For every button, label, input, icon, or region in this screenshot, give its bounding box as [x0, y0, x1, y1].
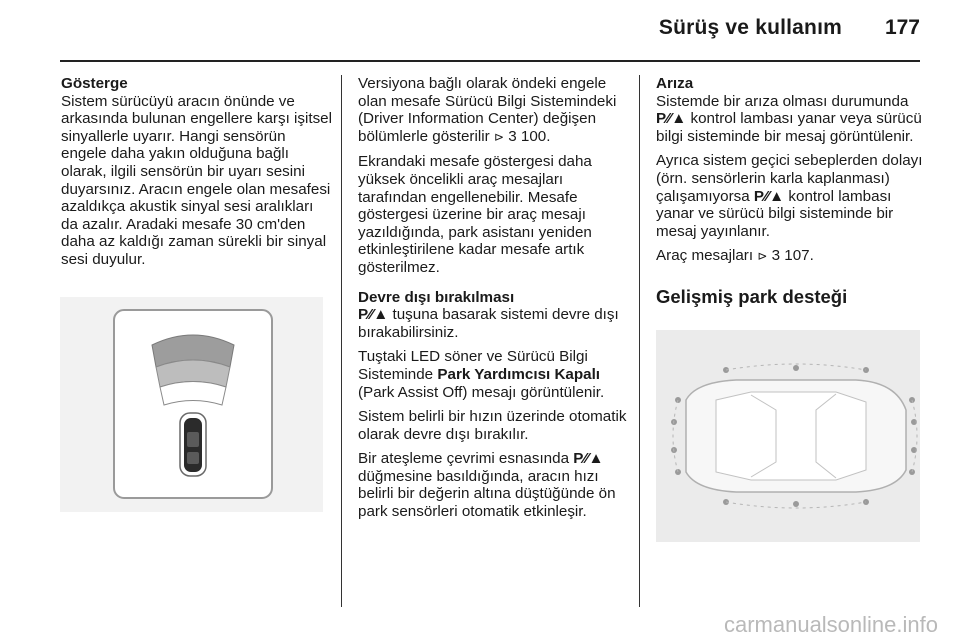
car-top-view-svg — [656, 330, 920, 542]
distance-display-svg — [60, 297, 323, 512]
watermark: carmanualsonline.info — [723, 612, 938, 637]
page-header — [0, 0, 960, 60]
gosterge-heading: Gösterge — [61, 75, 128, 92]
col2-paragraph-5: Sistem belirli bir hızın üzerinde otomatik olarak devre dışı bırakılır. — [358, 408, 627, 443]
column-3 — [656, 75, 928, 320]
page-title: Sürüş ve kullanım — [658, 16, 842, 39]
reference-arrow-icon: ⊳ — [493, 129, 504, 144]
column-divider-1 — [341, 75, 342, 607]
column-divider-2 — [639, 75, 640, 607]
col2-paragraph-3: P⁄⁄▲ tuşuna basarak sistemi devre dışı bırakabilirsiniz. — [358, 306, 619, 341]
gosterge-body: Sistem sürücüyü aracın önünde ve arkasında bulunan engellere karşı işitsel sinyallerle uyarır. Hangi sensörün engele daha yakın olduğuna bağlı olarak, ilgili sensörün bir uyarı sesini duyarsınız. Aracın engele olan mesafesi azaldıkça akustik sinyal sesi aralıkları da azalır. Aradaki mesafe 30 cm'den daha az kaldığı zaman sürekli bir sinyal sesi duyulur. — [61, 92, 333, 268]
park-assist-icon: P⁄⁄▲ — [656, 110, 687, 128]
car-sensor-illustration — [656, 330, 920, 542]
distance-display-illustration — [60, 297, 323, 512]
col2-paragraph-2: Ekrandaki mesafe göstergesi daha yüksek öncelikli araç mesajları tarafından engellenebilir. Mesafe göstergesi üzerine bir araç mesajı yazıldığında, park asistanı yeniden etkinleştirilene kadar mesafe artık gösterilmez. — [358, 153, 592, 276]
devre-disi-heading: Devre dışı bırakılması — [358, 288, 515, 306]
park-assist-icon: P⁄⁄▲ — [358, 306, 389, 324]
ariza-heading: Arıza — [656, 75, 694, 92]
col2-paragraph-6: Bir ateşleme çevrimi esnasında P⁄⁄▲ düğmesine basıldığında, aracın hızı belirli bir değerin altına düştüğünde ön park sensörleri otomatik etkinleşir. — [358, 450, 616, 521]
reference-arrow-icon: ⊳ — [757, 249, 768, 264]
page-number: 177 — [884, 16, 920, 39]
col2-paragraph-4: Tuştaki LED söner ve Sürücü Bilgi Sisteminde Park Yardımcısı Kapalı (Park Assist Off) mesajı görüntülenir. — [358, 348, 605, 401]
advanced-park-assist-heading: Gelişmiş park desteği — [656, 285, 848, 307]
col3-paragraph-2: Ayrıca sistem geçici sebeplerden dolayı (örn. sensörlerin karla kaplanması) çalışamıyorsa P⁄⁄▲ kontrol lambası yanar ve sürücü bilgi sisteminde bir mesaj yayınlanır. — [656, 152, 923, 240]
header-divider — [60, 60, 920, 62]
column-2 — [358, 75, 630, 528]
park-assist-icon: P⁄⁄▲ — [753, 187, 785, 205]
park-assist-off-message: Park Yardımcısı Kapalı — [437, 365, 601, 383]
park-assist-icon: P⁄⁄▲ — [573, 450, 604, 468]
col3-paragraph-1: Sistemde bir arıza olması durumunda P⁄⁄▲ kontrol lambası yanar veya sürücü bilgi sisteminde bir mesaj görüntülenir. — [656, 92, 922, 145]
column-1 — [61, 75, 333, 276]
col3-paragraph-3: Araç mesajları ⊳ 3 107. — [656, 247, 814, 265]
col2-paragraph-1: Versiyona bağlı olarak öndeki engele olan mesafe Sürücü Bilgi Sistemindeki (Driver Information Center) değişen bölümlerle gösterilir ⊳ 3 100. — [358, 75, 617, 145]
